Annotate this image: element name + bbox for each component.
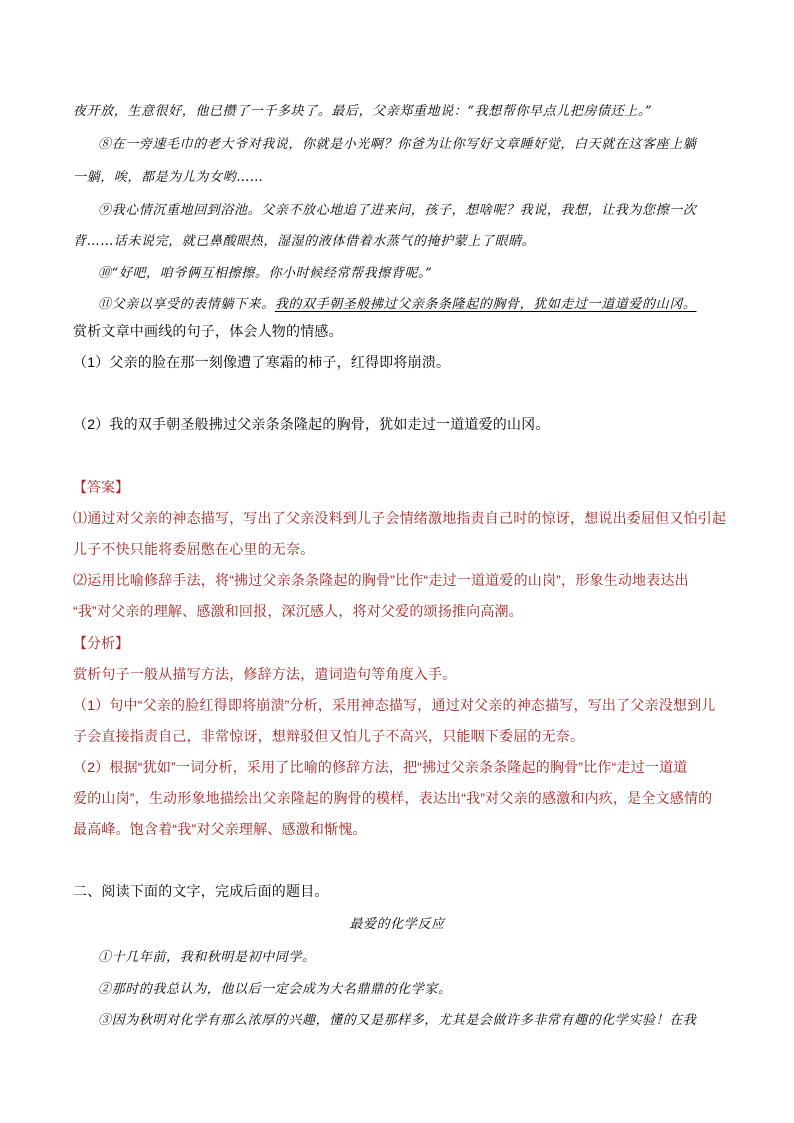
paragraph-11-underlined-sentence: 我的双手朝圣般拂过父亲条条隆起的胸骨，犹如走过一道道爱的山冈。 xyxy=(274,297,697,312)
answer-2-line-1: ⑵运用比喻修辞手法，将“拂过父亲条条隆起的胸骨”比作“走过一道道爱的山岗”，形象生动地表达出 xyxy=(73,572,689,588)
passage-line: 夜开放，生意很好，他已攒了一千多块了。最后，父亲郑重地说：“我想帮你早点儿把房债还上。” xyxy=(73,104,653,119)
answer-1-line-1: ⑴通过对父亲的神态描写，写出了父亲没料到儿子会情绪激地指责自己时的惊讶，想说出委屈但又怕引起 xyxy=(73,510,727,526)
article-paragraph-2: ②那时的我总认为，他以后一定会成为大名鼎鼎的化学家。 xyxy=(98,982,452,997)
analysis-1-line-1: （1）句中“父亲的脸红得即将崩溃”分析，采用神态描写，通过对父亲的神态描写，写出了父亲没想到儿 xyxy=(73,697,716,713)
question-item-2: （2）我的双手朝圣般拂过父亲条条隆起的胸骨，犹如走过一道道爱的山冈。 xyxy=(73,416,550,432)
answer-2-line-2: “我”对父亲的理解、感激和回报，深沉感人，将对父爱的颂扬推向高潮。 xyxy=(73,603,523,619)
passage-paragraph-9: ⑨我心情沉重地回到浴池。父亲不放心地追了进来问，孩子，想啥呢？我说，我想，让我为您擦一次 xyxy=(98,203,697,218)
passage-paragraph-8-cont: 一躺，唉，都是为儿为女哟…… xyxy=(73,170,264,185)
section-2-heading: 二、阅读下面的文字，完成后面的题目。 xyxy=(73,883,329,899)
analysis-2-line-2: 爱的山岗”，生动形象地描绘出父亲隆起的胸骨的模样，表达出“我”对父亲的感激和内疚，是全文感情的 xyxy=(73,790,713,806)
passage-paragraph-11 xyxy=(98,293,696,312)
analysis-2-line-3: 最高峰。饱含着“我”对父亲理解、感激和惭愧。 xyxy=(73,821,367,837)
analysis-1-line-2: 子会直接指责自己，非常惊讶，想辩驳但又怕儿子不高兴，只能咽下委屈的无奈。 xyxy=(73,728,585,744)
answer-1-line-2: 儿子不快只能将委屈憋在心里的无奈。 xyxy=(73,541,315,557)
passage-paragraph-8: ⑧在一旁速毛巾的老大爷对我说，你就是小光啊？你爸为让你写好文章睡好觉，白天就在这客座上躺 xyxy=(98,137,697,152)
question-prompt: 赏析文章中画线的句子，体会人物的情感。 xyxy=(73,323,343,339)
article-paragraph-3: ③因为秋明对化学有那么浓厚的兴趣，懂的又是那样多，尤其是会做许多非常有趣的化学实验！在我 xyxy=(98,1013,697,1028)
passage-paragraph-10: ⑩“好吧，咱爷俩互相擦擦。你小时候经常帮我擦背呢。” xyxy=(98,266,433,281)
paragraph-11-plain: ⑪父亲以享受的表情躺下来。 xyxy=(98,297,275,312)
question-item-1: （1）父亲的脸在那一刻像遭了寒霜的柿子，红得即将崩溃。 xyxy=(73,354,451,370)
article-paragraph-1: ①十几年前，我和秋明是初中同学。 xyxy=(98,950,316,965)
analysis-2-line-1: （2）根据“犹如”一词分析，采用了比喻的修辞方法，把“拂过父亲条条隆起的胸骨”比作“走过一道道 xyxy=(73,759,688,775)
analysis-label: 【分析】 xyxy=(73,635,129,651)
passage-paragraph-9-cont: 背……话未说完，就已鼻酸眼热，湿湿的液体借着水蒸气的掩护蒙上了眼睛。 xyxy=(73,234,536,249)
analysis-intro: 赏析句子一般从描写方法，修辞方法，遣词造句等角度入手。 xyxy=(73,666,457,682)
article-title: 最爱的化学反应 xyxy=(349,917,445,932)
answer-label: 【答案】 xyxy=(73,479,129,495)
